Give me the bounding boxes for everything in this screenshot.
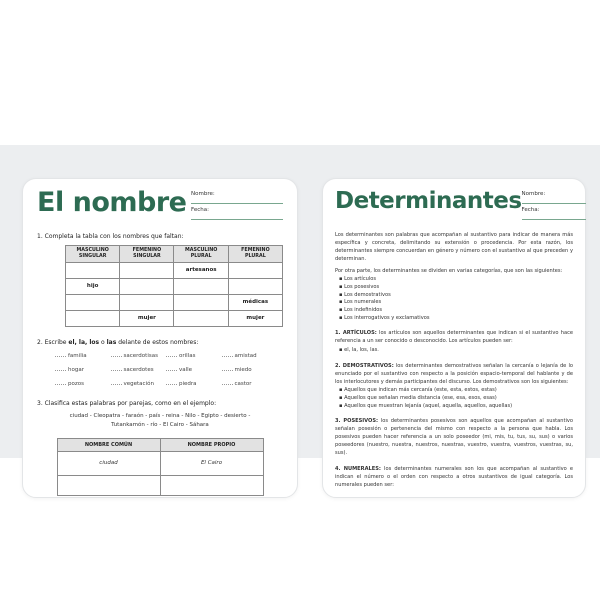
category-item: ▪ Los numerales — [339, 299, 573, 307]
table-header-cell: MASCULINO PLURAL — [174, 246, 228, 263]
word-label: amistad — [234, 352, 257, 359]
name-field-label: Nombre: — [191, 191, 215, 197]
table-header-cell: NOMBRE PROPIO — [160, 438, 263, 451]
worksheets-section — [0, 145, 600, 488]
worksheet-body — [335, 232, 573, 489]
word-blank-item — [55, 366, 111, 373]
word-blank-item — [111, 352, 167, 359]
word-label: sacerdotisas — [123, 352, 158, 359]
word-blank-item — [166, 380, 222, 387]
blank-line — [111, 366, 122, 371]
word-label: familia — [68, 352, 87, 359]
classification-table — [57, 438, 264, 496]
worksheet-header — [37, 189, 283, 223]
word-blank-item — [55, 352, 111, 359]
table-cell — [174, 310, 228, 326]
word-bank — [37, 412, 283, 430]
section-numerales — [335, 466, 573, 490]
table-cell: ciudad — [57, 451, 160, 475]
name-field-label: Nombre: — [521, 191, 546, 197]
blank-line — [166, 366, 177, 371]
section-text: los artículos son aquellos determinantes que indican si el sustantivo hace referencia a un ser conocido o desconocido. Los artículos pueden ser: — [335, 330, 574, 345]
word-blank-item — [222, 352, 278, 359]
section-demostrativos — [335, 363, 573, 411]
table-cell: El Cairo — [160, 451, 263, 475]
table-cell — [120, 294, 174, 310]
word-label: pozos — [68, 380, 84, 387]
table-cell: hijo — [66, 278, 120, 294]
table-row — [57, 451, 263, 475]
section-bullet: ▪ Aquellos que indican más cercanía (este, esta, estos, estas) — [339, 387, 573, 395]
categories-intro: Por otra parte, los determinantes se dividen en varias categorías, que son las siguientes: — [335, 267, 563, 274]
table-header-cell: MASCULINO SINGULAR — [66, 246, 120, 263]
word-label: hogar — [68, 366, 84, 373]
table-cell — [160, 475, 263, 495]
table-cell: mujer — [120, 310, 174, 326]
section-posesivos — [335, 418, 573, 457]
name-field-line — [522, 197, 586, 204]
date-field-label: Fecha: — [191, 207, 209, 213]
exercise2-heading-mid: o — [99, 338, 107, 346]
table-cell — [174, 294, 228, 310]
word-bank-line: ciudad - Cleopatra - faraón - país - reina - Nilo - Egipto - desierto - — [69, 412, 251, 419]
category-item: ▪ Los indefinidos — [339, 307, 573, 315]
word-blank-item — [166, 352, 222, 359]
exercise2-heading-bold2: las — [106, 338, 117, 346]
category-item: ▪ Los posesivos — [339, 284, 573, 292]
blank-line — [222, 380, 233, 385]
name-field-line — [191, 197, 283, 204]
table-row — [66, 278, 283, 294]
blank-line — [55, 380, 66, 385]
section-label: 1. ARTÍCULOS: — [335, 330, 377, 337]
date-field-line — [191, 213, 283, 220]
word-label: vegetación — [123, 380, 154, 387]
section-articulos — [335, 330, 573, 354]
blank-line — [166, 352, 177, 357]
section-text: los determinantes demostrativos señalan la cercanía o lejanía de lo enunciado por el sustantivo con respecto a la posición espacio-temporal del hablante y de los interlocutores y demás participantes del discurso. Los demostrativos son los siguientes: — [335, 362, 573, 385]
table-header-cell: FEMENINO PLURAL — [228, 246, 282, 263]
table-cell — [66, 294, 120, 310]
noun-forms-table — [65, 245, 283, 327]
blank-line — [222, 366, 233, 371]
name-date-fields — [191, 189, 283, 223]
exercise2-heading-pre: 2. Escribe — [37, 338, 69, 346]
table-cell: médicas — [228, 294, 282, 310]
table-header-cell: NOMBRE COMÚN — [57, 438, 160, 451]
section-label: 3. POSESIVOS: — [335, 418, 379, 425]
intro-paragraph: Los determinantes son palabras que acompañan al sustantivo para indicar de manera más específica y concreta, delimitando su extensión o procedencia. Por esta razón, los determinantes siempre concuerdan en género y número con el sustantivo al que preceden y determinan. — [335, 232, 573, 262]
word-bank-line: Tutankamón - río - El Cairo - Sáhara — [111, 421, 209, 428]
table-cell — [57, 475, 160, 495]
section-text: los determinantes posesivos son aquellos que acompañan al sustantivo señalan posesión o pertenencia del mismo con respecto a la persona que habla. Los posesivos pueden hacer referencia a un solo poseedor (mi, mis, tu, tus, su, sus) o varios poseedores (nuestro, nuestra, nuestros, nuestras, vuestro, vuestra, vuestros, vuestras, su, sus). — [335, 418, 573, 456]
word-blank-item — [111, 380, 167, 387]
category-item: ▪ Los demostrativos — [339, 292, 573, 300]
word-label: miedo — [234, 366, 252, 373]
blank-line — [111, 380, 122, 385]
table-row — [66, 294, 283, 310]
exercise2-heading-post: delante de estos nombres: — [116, 338, 199, 346]
category-list — [339, 276, 573, 322]
table-row — [66, 262, 283, 278]
category-item: ▪ Los artículos — [339, 276, 573, 284]
table-cell: mujer — [228, 310, 282, 326]
table-cell: artesanos — [174, 262, 228, 278]
date-field-line — [522, 213, 586, 220]
blank-line — [111, 352, 122, 357]
section-label: 2. DEMOSTRATIVOS: — [335, 362, 394, 369]
word-label: piedra — [179, 380, 197, 387]
section-label: 4. NUMERALES: — [335, 465, 381, 472]
table-cell — [174, 278, 228, 294]
word-blank-item — [222, 380, 278, 387]
section-bullet: ▪ Aquellos que señalan media distancia (ese, esa, esos, esas) — [339, 395, 573, 403]
table-cell — [228, 262, 282, 278]
page-title: El nombre — [37, 187, 187, 218]
word-blank-item — [166, 366, 222, 373]
table-row — [66, 310, 283, 326]
word-blank-item — [222, 366, 278, 373]
table-cell — [120, 278, 174, 294]
table-cell — [120, 262, 174, 278]
exercise2-heading-bold1: el, la, los — [68, 338, 100, 346]
table-cell — [228, 278, 282, 294]
word-blank-item — [111, 366, 167, 373]
date-field-label: Fecha: — [521, 207, 540, 213]
section-bullet: ▪ Aquellos que muestran lejanía (aquel, aquella, aquellos, aquellas) — [339, 403, 573, 411]
article-words-grid — [55, 352, 277, 387]
word-label: valle — [179, 366, 193, 373]
worksheet-determinantes[interactable] — [322, 178, 586, 498]
blank-line — [55, 352, 66, 357]
table-row — [57, 475, 263, 495]
exercise3-heading: 3. Clasifica estas palabras por parejas, como en el ejemplo: — [37, 399, 217, 407]
word-label: castor — [234, 380, 252, 387]
word-blank-item — [55, 380, 111, 387]
table-cell — [66, 262, 120, 278]
section-text: los determinantes numerales son los que acompañan al sustantivo e indican el número o el orden con respecto a otros sustantivos de igual categoría. Los numerales pueden ser: — [335, 465, 574, 488]
category-item: ▪ Los interrogativos y exclamativos — [339, 315, 573, 323]
table-header-cell: FEMENINO SINGULAR — [120, 246, 174, 263]
name-date-fields — [522, 189, 586, 223]
section-bullet: ▪ el, la, los, las. — [339, 347, 573, 355]
blank-line — [166, 380, 177, 385]
exercise1-heading: 1. Completa la tabla con los nombres que faltan: — [37, 233, 184, 240]
blank-line — [222, 352, 233, 357]
word-label: sacerdotes — [123, 366, 154, 373]
blank-line — [55, 366, 66, 371]
worksheet-el-nombre[interactable] — [22, 178, 298, 498]
worksheet-header — [335, 189, 573, 223]
table-cell — [66, 310, 120, 326]
word-label: orillas — [179, 352, 196, 359]
exercise2-heading — [37, 339, 283, 346]
page-title: Determinantes — [335, 188, 522, 214]
